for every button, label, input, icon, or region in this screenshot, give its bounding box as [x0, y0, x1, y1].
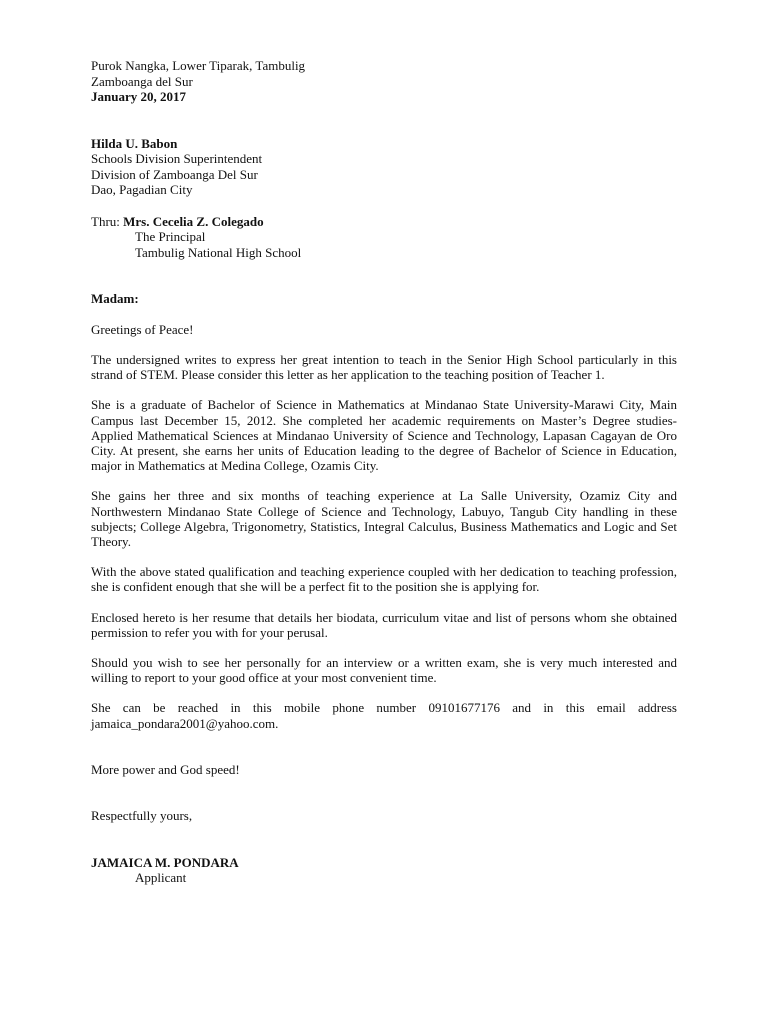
signatory-role: Applicant — [135, 870, 187, 886]
thru-prefix: Thru: — [91, 213, 120, 229]
paragraph-education: She is a graduate of Bachelor of Science in Mathematics at Mindanao State University-Marawi City, Main Campus last December 15, 2012. She completed her academic requirements on Master’s Degree studies-Applied Mathematical Sciences at Mindanao University of Science and Technology, Lapasan Cagayan de Oro City. At present, she earns her units of Education leading to the degree of Bachelor of Science in Education, major in Mathematics at Medina College, Ozamis City. — [91, 397, 677, 474]
thru-line — [91, 214, 677, 230]
greeting: Greetings of Peace! — [91, 321, 194, 337]
paragraph-interview: Should you wish to see her personally for an interview or a written exam, she is very much interested and willing to report to your good office at your most convenient time. — [91, 655, 677, 686]
closing-wish: More power and God speed! — [91, 761, 240, 777]
recipient-title: Schools Division Superintendent — [91, 151, 263, 166]
signatory-name: JAMAICA M. PONDARA — [91, 854, 239, 870]
paragraph-contact: She can be reached in this mobile phone number 09101677176 and in this email address jamaica_pondara2001@yahoo.com. — [91, 700, 677, 731]
sender-address-line-1: Purok Nangka, Lower Tiparak, Tambulig — [91, 58, 306, 73]
paragraph-experience: She gains her three and six months of teaching experience at La Salle University, Ozamiz City and Northwestern Mindanao State College of Science and Technology, Labuyo, Tangub City handling in these subjects; College Algebra, Trigonometry, Statistics, Integral Calculus, Business Mathematics and Logic and Set Theory. — [91, 488, 677, 550]
signature-block — [91, 855, 677, 886]
letter-date: January 20, 2017 — [91, 89, 186, 104]
recipient-location: Dao, Pagadian City — [91, 182, 193, 197]
recipient-block — [91, 136, 677, 198]
paragraph-enclosure: Enclosed hereto is her resume that details her biodata, curriculum vitae and list of persons whom she obtained permission to refer you with for your perusal. — [91, 609, 677, 640]
paragraph-intent: The undersigned writes to express her great intention to teach in the Senior High School particularly in this strand of STEM. Please consider this letter as her application to the teaching position of Teacher 1. — [91, 352, 677, 383]
sender-address — [91, 58, 677, 105]
thru-block — [91, 214, 677, 261]
salutation: Madam: — [91, 291, 139, 306]
complimentary-close: Respectfully yours, — [91, 808, 193, 824]
recipient-division: Division of Zamboanga Del Sur — [91, 166, 258, 182]
paragraph-qualification: With the above stated qualification and teaching experience coupled with her dedication to teaching profession, she is confident enough that she will be a perfect fit to the position she is applying for. — [91, 564, 677, 595]
thru-title: The Principal — [135, 229, 206, 244]
thru-name: Mrs. Cecelia Z. Colegado — [123, 213, 264, 229]
recipient-name: Hilda U. Babon — [91, 135, 178, 151]
letter-body — [91, 58, 677, 886]
sender-address-line-2: Zamboanga del Sur — [91, 73, 193, 89]
thru-school: Tambulig National High School — [135, 244, 302, 260]
